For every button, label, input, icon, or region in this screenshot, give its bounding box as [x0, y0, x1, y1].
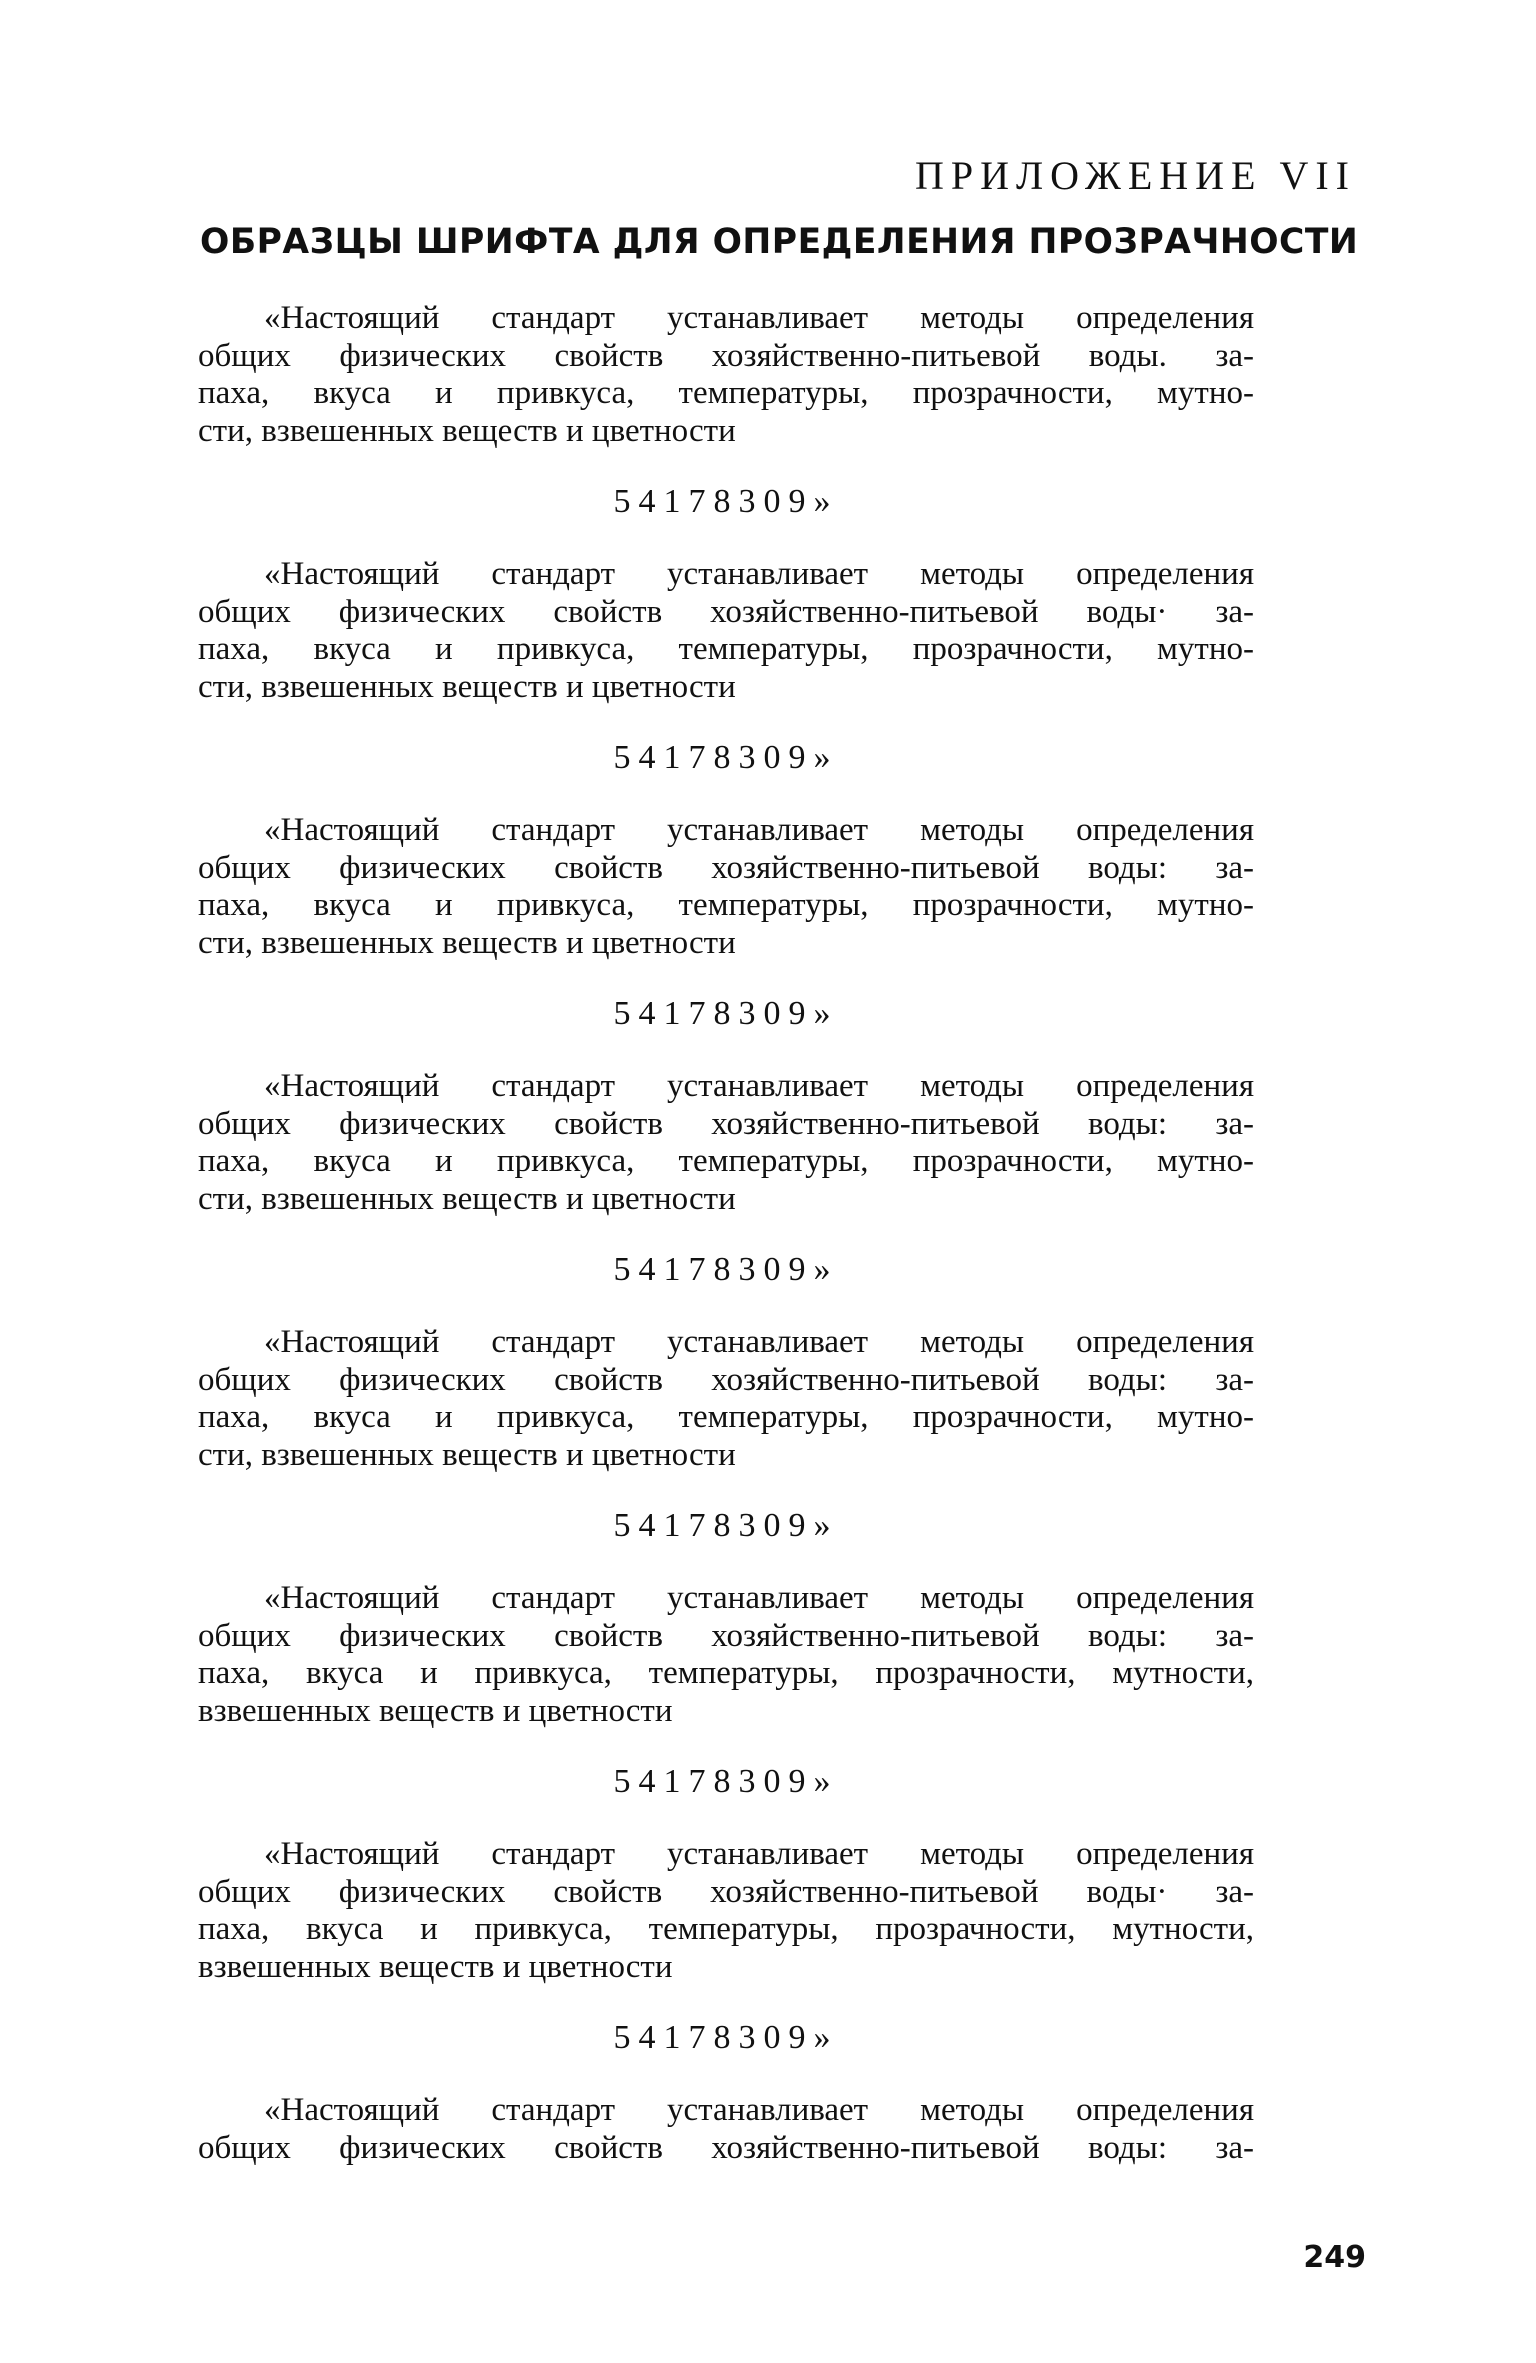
sample-line: «Настоящий стандарт устанавливает методы определения: [264, 1068, 1254, 1104]
sample-code: 54178309»: [613, 1763, 839, 1800]
sample-code: 54178309»: [613, 1507, 839, 1544]
sample-code: 54178309»: [613, 1251, 839, 1288]
sample-line: паха, вкуса и привкуса, температуры, прозрачности, мутно-: [198, 1399, 1254, 1435]
sample-line: общих физических свойств хозяйственно-питьевой воды: за-: [198, 1617, 1254, 1654]
sample-line: общих физических свойств хозяйственно-питьевой воды: за-: [198, 1105, 1254, 1142]
sample-line: «Настоящий стандарт устанавливает методы определения: [264, 812, 1254, 848]
sample-line: сти, взвешенных веществ и цветности: [198, 412, 736, 449]
sample-line: «Настоящий стандарт устанавливает методы определения: [264, 1836, 1254, 1872]
sample-line: сти, взвешенных веществ и цветности: [198, 1180, 736, 1217]
sample-paragraph: [198, 1324, 1254, 1474]
sample-line: «Настоящий стандарт устанавливает методы определения: [264, 556, 1254, 592]
sample-line: «Настоящий стандарт устанавливает методы определения: [264, 300, 1254, 336]
sample-line: сти, взвешенных веществ и цветности: [198, 1436, 736, 1473]
sample-paragraph: [198, 1836, 1254, 1986]
sample-paragraph: [198, 1580, 1254, 1730]
sample-paragraph: [198, 1068, 1254, 1218]
sample-line: общих физических свойств хозяйственно-питьевой воды· за-: [198, 593, 1254, 630]
sample-line: «Настоящий стандарт устанавливает методы определения: [264, 1324, 1254, 1360]
sample-paragraph: [198, 2092, 1254, 2167]
sample-code: 54178309»: [613, 995, 839, 1032]
font-samples: [198, 300, 1254, 2167]
page-title: ОБРАЗЦЫ ШРИФТА ДЛЯ ОПРЕДЕЛЕНИЯ ПРОЗРАЧНОСТИ: [200, 222, 1359, 262]
sample-line: «Настоящий стандарт устанавливает методы определения: [264, 1580, 1254, 1616]
sample-code: 54178309»: [613, 2019, 839, 2056]
sample-line: общих физических свойств хозяйственно-питьевой воды. за-: [198, 337, 1254, 374]
sample-line: общих физических свойств хозяйственно-питьевой воды: за-: [198, 2129, 1254, 2166]
sample-line: общих физических свойств хозяйственно-питьевой воды: за-: [198, 849, 1254, 886]
sample-code: 54178309»: [613, 739, 839, 776]
sample-line: паха, вкуса и привкуса, температуры, прозрачности, мутно-: [198, 631, 1254, 667]
page-number: 249: [1303, 2240, 1366, 2275]
sample-line: «Настоящий стандарт устанавливает методы определения: [264, 2092, 1254, 2128]
sample-line: взвешенных веществ и цветности: [198, 1692, 673, 1729]
sample-line: общих физических свойств хозяйственно-питьевой воды· за-: [198, 1873, 1254, 1910]
sample-line: паха, вкуса и привкуса, температуры, прозрачности, мутно-: [198, 1143, 1254, 1179]
sample-paragraph: [198, 556, 1254, 706]
sample-line: сти, взвешенных веществ и цветности: [198, 668, 736, 705]
sample-line: общих физических свойств хозяйственно-питьевой воды: за-: [198, 1361, 1254, 1398]
sample-paragraph: [198, 812, 1254, 962]
sample-line: сти, взвешенных веществ и цветности: [198, 924, 736, 961]
appendix-label: ПРИЛОЖЕНИЕ VII: [914, 153, 1356, 198]
sample-line: паха, вкуса и привкуса, температуры, прозрачности, мутно-: [198, 887, 1254, 923]
sample-paragraph: [198, 300, 1254, 450]
sample-line: взвешенных веществ и цветности: [198, 1948, 673, 1985]
sample-line: паха, вкуса и привкуса, температуры, прозрачности, мутно-: [198, 375, 1254, 411]
sample-line: паха, вкуса и привкуса, температуры, прозрачности, мутности,: [198, 1655, 1254, 1691]
sample-code: 54178309»: [613, 483, 839, 520]
sample-line: паха, вкуса и привкуса, температуры, прозрачности, мутности,: [198, 1911, 1254, 1947]
